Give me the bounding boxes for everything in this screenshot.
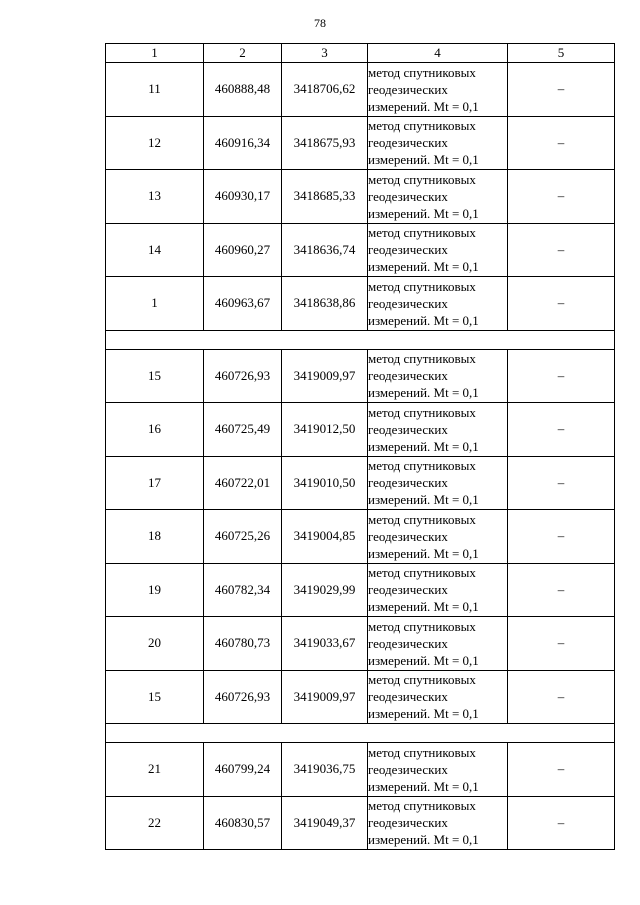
method-line: метод спутниковых xyxy=(368,225,476,241)
point-number-cell: 21 xyxy=(106,743,204,797)
note-cell: – xyxy=(508,223,615,277)
method-cell xyxy=(368,170,508,224)
note-cell: – xyxy=(508,170,615,224)
x-coordinate-cell: 460930,17 xyxy=(204,170,282,224)
method-line: метод спутниковых xyxy=(368,672,476,688)
header-cell: 4 xyxy=(368,44,508,63)
header-cell: 1 xyxy=(106,44,204,63)
note-cell: – xyxy=(508,796,615,850)
coordinates-table xyxy=(105,43,615,850)
note-cell: – xyxy=(508,563,615,617)
method-line: измерений. Mt = 0,1 xyxy=(368,832,479,848)
method-cell xyxy=(368,403,508,457)
method-cell xyxy=(368,277,508,331)
separator-row xyxy=(106,330,615,349)
method-line: метод спутниковых xyxy=(368,278,476,294)
x-coordinate-cell: 460916,34 xyxy=(204,116,282,170)
note-cell: – xyxy=(508,349,615,403)
table-row xyxy=(106,563,615,617)
note-cell: – xyxy=(508,456,615,510)
separator-row xyxy=(106,724,615,743)
method-cell xyxy=(368,223,508,277)
x-coordinate-cell: 460725,49 xyxy=(204,403,282,457)
point-number-cell: 18 xyxy=(106,510,204,564)
method-line: метод спутниковых xyxy=(368,351,476,367)
method-line: геодезических xyxy=(368,582,448,598)
method-cell xyxy=(368,456,508,510)
separator-cell xyxy=(106,330,615,349)
x-coordinate-cell: 460830,57 xyxy=(204,796,282,850)
method-line: измерений. Mt = 0,1 xyxy=(368,438,479,454)
y-coordinate-cell: 3419012,50 xyxy=(282,403,368,457)
x-coordinate-cell: 460960,27 xyxy=(204,223,282,277)
point-number-cell: 20 xyxy=(106,617,204,671)
point-number-cell: 17 xyxy=(106,456,204,510)
method-line: геодезических xyxy=(368,135,448,151)
table-row xyxy=(106,116,615,170)
method-cell xyxy=(368,563,508,617)
method-line: геодезических xyxy=(368,295,448,311)
method-line: метод спутниковых xyxy=(368,618,476,634)
y-coordinate-cell: 3418638,86 xyxy=(282,277,368,331)
method-line: измерений. Mt = 0,1 xyxy=(368,545,479,561)
point-number-cell: 19 xyxy=(106,563,204,617)
method-line: измерений. Mt = 0,1 xyxy=(368,778,479,794)
y-coordinate-cell: 3419010,50 xyxy=(282,456,368,510)
table-body xyxy=(106,44,615,850)
method-line: метод спутниковых xyxy=(368,744,476,760)
point-number-cell: 15 xyxy=(106,349,204,403)
table-row xyxy=(106,743,615,797)
method-line: метод спутниковых xyxy=(368,458,476,474)
x-coordinate-cell: 460722,01 xyxy=(204,456,282,510)
table-row xyxy=(106,456,615,510)
method-cell xyxy=(368,349,508,403)
y-coordinate-cell: 3419009,97 xyxy=(282,349,368,403)
method-line: метод спутниковых xyxy=(368,171,476,187)
table-row xyxy=(106,796,615,850)
note-cell: – xyxy=(508,63,615,117)
point-number-cell: 11 xyxy=(106,63,204,117)
table-row xyxy=(106,670,615,724)
header-cell: 3 xyxy=(282,44,368,63)
point-number-cell: 13 xyxy=(106,170,204,224)
method-line: метод спутниковых xyxy=(368,798,476,814)
note-cell: – xyxy=(508,403,615,457)
table-row xyxy=(106,403,615,457)
method-cell xyxy=(368,796,508,850)
method-cell xyxy=(368,510,508,564)
x-coordinate-cell: 460726,93 xyxy=(204,670,282,724)
method-line: измерений. Mt = 0,1 xyxy=(368,492,479,508)
page-number: 78 xyxy=(314,16,326,30)
note-cell: – xyxy=(508,116,615,170)
x-coordinate-cell: 460726,93 xyxy=(204,349,282,403)
note-cell: – xyxy=(508,277,615,331)
table-row xyxy=(106,170,615,224)
point-number-cell: 1 xyxy=(106,277,204,331)
method-line: измерений. Mt = 0,1 xyxy=(368,205,479,221)
method-line: геодезических xyxy=(368,528,448,544)
method-line: геодезических xyxy=(368,368,448,384)
header-cell: 5 xyxy=(508,44,615,63)
method-line: измерений. Mt = 0,1 xyxy=(368,98,479,114)
table-row xyxy=(106,617,615,671)
point-number-cell: 22 xyxy=(106,796,204,850)
y-coordinate-cell: 3418675,93 xyxy=(282,116,368,170)
method-line: измерений. Mt = 0,1 xyxy=(368,706,479,722)
y-coordinate-cell: 3419036,75 xyxy=(282,743,368,797)
method-cell xyxy=(368,670,508,724)
method-line: метод спутниковых xyxy=(368,404,476,420)
method-cell xyxy=(368,116,508,170)
y-coordinate-cell: 3418636,74 xyxy=(282,223,368,277)
method-line: метод спутниковых xyxy=(368,511,476,527)
method-cell xyxy=(368,743,508,797)
table-row xyxy=(106,223,615,277)
table-row xyxy=(106,510,615,564)
note-cell: – xyxy=(508,510,615,564)
method-line: геодезических xyxy=(368,815,448,831)
method-line: геодезических xyxy=(368,635,448,651)
point-number-cell: 16 xyxy=(106,403,204,457)
point-number-cell: 14 xyxy=(106,223,204,277)
x-coordinate-cell: 460725,26 xyxy=(204,510,282,564)
method-line: геодезических xyxy=(368,761,448,777)
method-line: измерений. Mt = 0,1 xyxy=(368,385,479,401)
method-cell xyxy=(368,617,508,671)
x-coordinate-cell: 460780,73 xyxy=(204,617,282,671)
y-coordinate-cell: 3419049,37 xyxy=(282,796,368,850)
y-coordinate-cell: 3418706,62 xyxy=(282,63,368,117)
header-cell: 2 xyxy=(204,44,282,63)
method-line: геодезических xyxy=(368,421,448,437)
x-coordinate-cell: 460963,67 xyxy=(204,277,282,331)
method-line: геодезических xyxy=(368,188,448,204)
y-coordinate-cell: 3419029,99 xyxy=(282,563,368,617)
y-coordinate-cell: 3418685,33 xyxy=(282,170,368,224)
method-line: метод спутниковых xyxy=(368,565,476,581)
x-coordinate-cell: 460782,34 xyxy=(204,563,282,617)
separator-cell xyxy=(106,724,615,743)
note-cell: – xyxy=(508,743,615,797)
point-number-cell: 12 xyxy=(106,116,204,170)
method-line: геодезических xyxy=(368,689,448,705)
header-row xyxy=(106,44,615,63)
method-line: геодезических xyxy=(368,242,448,258)
method-line: измерений. Mt = 0,1 xyxy=(368,259,479,275)
table-row xyxy=(106,277,615,331)
method-line: геодезических xyxy=(368,475,448,491)
y-coordinate-cell: 3419004,85 xyxy=(282,510,368,564)
method-line: измерений. Mt = 0,1 xyxy=(368,312,479,328)
method-line: измерений. Mt = 0,1 xyxy=(368,599,479,615)
method-line: метод спутниковых xyxy=(368,118,476,134)
y-coordinate-cell: 3419033,67 xyxy=(282,617,368,671)
method-cell xyxy=(368,63,508,117)
x-coordinate-cell: 460888,48 xyxy=(204,63,282,117)
table-row xyxy=(106,349,615,403)
table-row xyxy=(106,63,615,117)
note-cell: – xyxy=(508,670,615,724)
point-number-cell: 15 xyxy=(106,670,204,724)
x-coordinate-cell: 460799,24 xyxy=(204,743,282,797)
method-line: измерений. Mt = 0,1 xyxy=(368,652,479,668)
note-cell: – xyxy=(508,617,615,671)
method-line: измерений. Mt = 0,1 xyxy=(368,152,479,168)
method-line: метод спутниковых xyxy=(368,64,476,80)
y-coordinate-cell: 3419009,97 xyxy=(282,670,368,724)
method-line: геодезических xyxy=(368,81,448,97)
